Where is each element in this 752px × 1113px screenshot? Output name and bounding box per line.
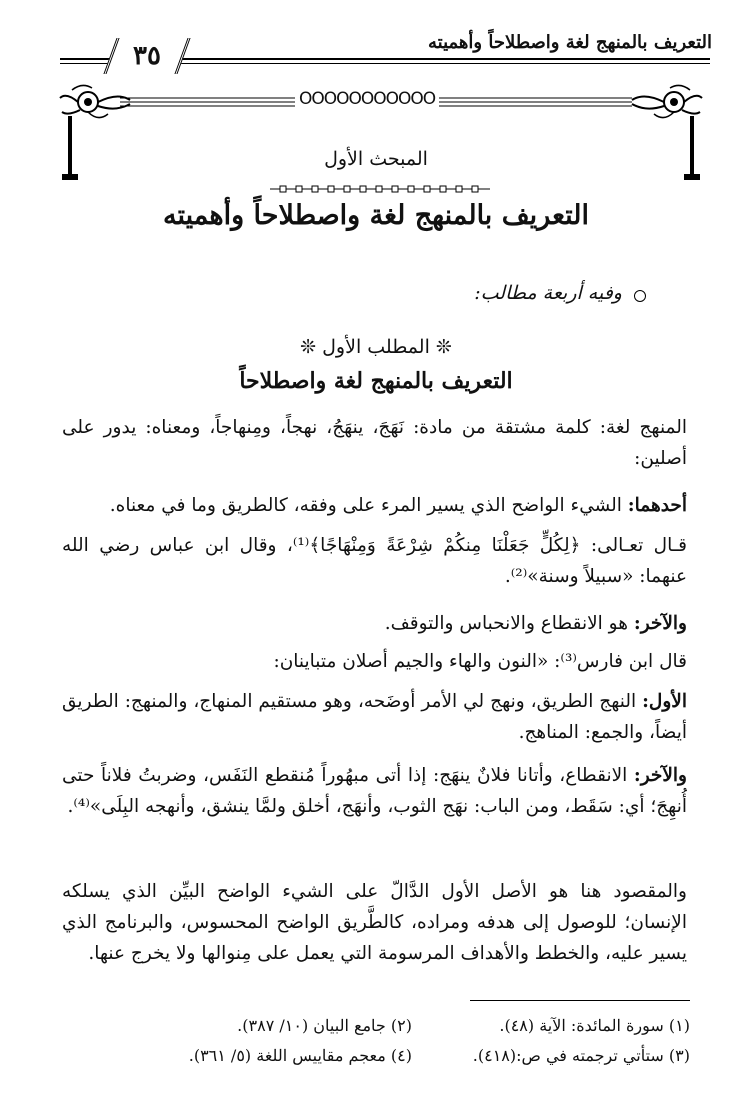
bullet-circle-icon (634, 290, 646, 302)
paragraph-1: المنهج لغة: كلمة مشتقة من مادة: نَهَجَ، ينهَجُ، نهجاً، ومِنهاجاً، ومعناه: يدور على أصلين: (62, 417, 687, 469)
footnote-1: (١) سورة المائدة: الآية (٤٨). (499, 1016, 690, 1035)
paragraph-2 (62, 490, 687, 521)
paragraph-2-lead: أحدهما: (627, 495, 687, 516)
paragraph-8: والمقصود هنا هو الأصل الأول الدَّالّ على الشيء الواضح البيِّن الذي يسلكه الإنسان؛ للوصول إلى هدفه ومراده، كالطَّريق الواضح المحسوس، والبرنامج الذي يسير عليه، والخطط والأهداف المرسومة التي يعمل على مِنوالها ولا يخرج عنها. (62, 881, 687, 964)
paragraph-7 (62, 760, 687, 822)
section-label: المبحث الأول (324, 148, 428, 170)
paragraph-7-lead: والآخر: (633, 765, 687, 786)
page-number: ٣٥ (133, 41, 161, 71)
subsection-title: التعريف بالمنهج لغة واصطلاحاً (239, 368, 513, 394)
section-title: التعريف بالمنهج لغة واصطلاحاً وأهميته (163, 200, 589, 231)
paragraph-7-text: الانقطاع، وأتانا فلانٌ ينهَج: إذا أتى مبهُوراً مُنقطع النَفَس، وضربتُ فلاناً حتى أُنهِجَ؛ أي: سَقَط، ومن الباب: نهَج الثوب، وأنهَج، أخلق ولمَّا ينشق، وأنهجه البِلَى»⁽⁴⁾. (62, 765, 687, 817)
paragraph-3: قـال تعـالى: ﴿لِكُلٍّ جَعَلْنَا مِنكُمْ شِرْعَةً وَمِنْهَاجًا﴾⁽¹⁾، وقال ابن عباس رضي الله عنهما: «سبيلاً وسنة»⁽²⁾. (62, 535, 687, 587)
footnote-3: (٣) ستأتي ترجمته في ص:(٤١٨). (472, 1046, 690, 1065)
paragraph-4-text: هو الانقطاع والانحباس والتوقف. (384, 613, 634, 634)
section-intro: وفيه أربعة مطالب: (474, 282, 622, 304)
ornament-circles: OOOOOOOOOOO (295, 89, 439, 109)
footnote-2: (٢) جامع البيان (١٠/ ٣٨٧). (237, 1016, 412, 1035)
footnote-4: (٤) معجم مقاييس اللغة (٥/ ٣٦١). (188, 1046, 412, 1065)
running-header-title: التعريف بالمنهج لغة واصطلاحاً وأهميته (428, 32, 712, 53)
paragraph-6 (62, 686, 687, 748)
dotted-divider (270, 184, 490, 194)
footnote-rule (470, 1000, 690, 1001)
subsection-label: ❊ المطلب الأول ❊ (300, 336, 452, 358)
paragraph-6-lead: الأول: (642, 691, 687, 712)
paragraph-5: قال ابن فارس⁽³⁾: «النون والهاء والجيم أصلان متباينان: (273, 651, 687, 672)
page-number-box (103, 38, 190, 74)
paragraph-2-text: الشيء الواضح الذي يسير المرء على وفقه، كالطريق وما في معناه. (109, 495, 628, 516)
paragraph-4-lead: والآخر: (633, 613, 687, 634)
paragraph-6-text: النهج الطريق، ونهج لي الأمر أوضَحه، وهو مستقيم المنهاج، والمنهج: الطريق أيضاً، والجمع: المناهج. (62, 691, 687, 743)
paragraph-4 (62, 608, 687, 639)
